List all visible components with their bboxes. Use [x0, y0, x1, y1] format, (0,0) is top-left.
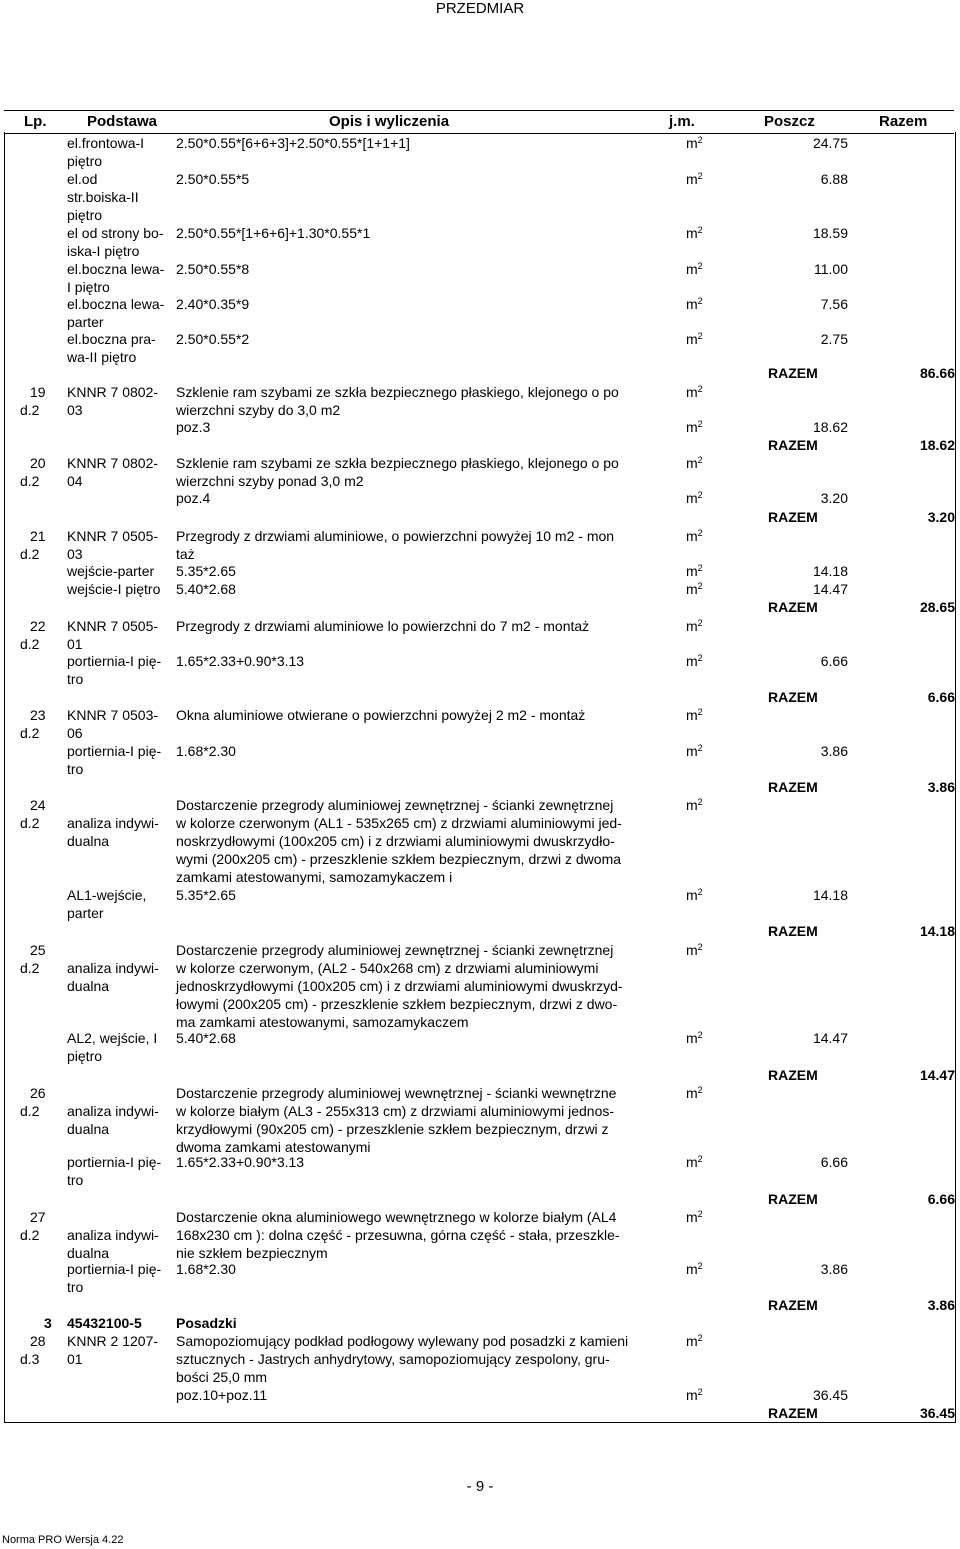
unit-exponent: 2: [697, 296, 703, 306]
unit-symbol: m: [686, 331, 698, 347]
unit-symbol: m: [686, 563, 698, 579]
item-lp: d.2: [20, 1103, 40, 1119]
unit-m2: [686, 1260, 703, 1278]
unit-exponent: 2: [697, 887, 703, 897]
razem-label: RAZEM: [768, 923, 818, 939]
unit-symbol: m: [686, 1261, 698, 1277]
item-description-line: Dostarczenie przegrody aluminiowej zewnętrznej - ścianki zewnętrznej: [176, 797, 614, 813]
poszcz-value: 36.45: [812, 1387, 848, 1403]
formula: poz.10+poz.11: [176, 1387, 268, 1403]
unit-exponent: 2: [697, 581, 703, 591]
item-description-line: wymi (200x205 cm) - przeszklenie szkłem bezpiecznym, drzwi z dwoma: [176, 851, 622, 867]
poszcz-value: 3.86: [820, 1261, 848, 1277]
item-lp: d.2: [20, 725, 40, 741]
item-description-line: bości 25,0 mm: [176, 1369, 268, 1385]
item-description-line: łowymi (200x205 cm) - przeszklenie szkłem bezpiecznym, drzwi z dwo-: [176, 996, 618, 1012]
razem-label: RAZEM: [768, 599, 818, 615]
unit-m2: [686, 489, 703, 507]
item-lp: 23: [30, 707, 46, 723]
unit-symbol: m: [686, 1333, 698, 1349]
item-lp: d.2: [20, 546, 40, 562]
formula: 5.40*2.68: [176, 581, 236, 597]
unit-exponent: 2: [697, 419, 703, 429]
item-description-line: ma zamkami atestowanymi, samozamykaczem: [176, 1014, 469, 1030]
razem-label: RAZEM: [768, 509, 818, 525]
calc-label: portiernia-I pię-: [67, 653, 162, 669]
item-description-line: zamkami atestowanymi, samozamykaczem i: [176, 869, 453, 885]
podstawa-line: iska-I piętro: [67, 243, 140, 259]
poszcz-value: 6.88: [820, 171, 848, 187]
item-description-line: Okna aluminiowe otwierane o powierzchni powyżej 2 m2 - montaż: [176, 707, 586, 723]
unit-exponent: 2: [697, 942, 703, 952]
item-podstawa: 01: [67, 636, 83, 652]
item-podstawa: KNNR 7 0802-: [67, 455, 159, 471]
item-description-line: w kolorze białym (AL3 - 255x313 cm) z drzwiami aluminiowymi jednos-: [176, 1103, 615, 1119]
razem-total: 18.62: [919, 437, 955, 453]
item-description-line: wierzchni szyby do 3,0 m2: [176, 402, 341, 418]
unit-m2: [686, 1332, 703, 1350]
item-podstawa: KNNR 7 0505-: [67, 618, 159, 634]
formula: 1.65*2.33+0.90*3.13: [176, 1154, 305, 1170]
header-razem: Razem: [879, 113, 928, 130]
formula: 2.50*0.55*[6+6+3]+2.50*0.55*[1+1+1]: [176, 135, 410, 151]
unit-m2: [686, 224, 703, 242]
unit-symbol: m: [686, 1030, 698, 1046]
unit-exponent: 2: [697, 384, 703, 394]
item-podstawa: KNNR 2 1207-: [67, 1333, 159, 1349]
item-description-line: Samopoziomujący podkład podłogowy wylewany pod posadzki z kamieni: [176, 1333, 629, 1349]
razem-total: 36.45: [919, 1405, 955, 1421]
header-jm: j.m.: [669, 113, 695, 130]
calc-label: tro: [67, 671, 84, 687]
item-description-line: Dostarczenie przegrody aluminiowej zewnętrznej - ścianki zewnętrznej: [176, 942, 614, 958]
poszcz-value: 24.75: [812, 135, 848, 151]
unit-symbol: m: [686, 528, 698, 544]
item-lp: d.2: [20, 636, 40, 652]
razem-total: 86.66: [919, 365, 955, 381]
item-lp: d.2: [20, 960, 40, 976]
item-podstawa: dualna: [67, 1245, 110, 1261]
unit-exponent: 2: [697, 171, 703, 181]
calc-label: parter: [67, 905, 104, 921]
razem-total: 6.66: [927, 1191, 955, 1207]
unit-symbol: m: [686, 261, 698, 277]
razem-total: 3.20: [927, 509, 955, 525]
unit-m2: [686, 886, 703, 904]
item-lp: d.2: [20, 473, 40, 489]
unit-m2: [686, 134, 703, 152]
item-description-line: Dostarczenie okna aluminiowego wewnętrznego w kolorze białym (AL4: [176, 1209, 617, 1225]
item-lp: d.2: [20, 815, 40, 831]
razem-total: 6.66: [927, 689, 955, 705]
section-code: 45432100-5: [67, 1315, 142, 1331]
calc-label: AL2, wejście, I: [67, 1030, 158, 1046]
podstawa-line: el.boczna lewa-: [67, 261, 165, 277]
item-description-line: Przegrody z drzwiami aluminiowe lo powierzchni do 7 m2 - montaż: [176, 618, 590, 634]
podstawa-line: el.boczna lewa-: [67, 296, 165, 312]
unit-symbol: m: [686, 135, 698, 151]
item-podstawa: dualna: [67, 978, 110, 994]
calc-label: wejście-I piętro: [67, 581, 161, 597]
header-lp: Lp.: [24, 113, 47, 130]
podstawa-line: piętro: [67, 207, 103, 223]
poszcz-value: 3.20: [820, 490, 848, 506]
item-podstawa: 03: [67, 402, 83, 418]
razem-label: RAZEM: [768, 689, 818, 705]
unit-m2: [686, 1208, 703, 1226]
razem-total: 14.18: [919, 923, 955, 939]
unit-symbol: m: [686, 707, 698, 723]
podstawa-line: el.frontowa-I: [67, 135, 145, 151]
unit-exponent: 2: [697, 261, 703, 271]
item-podstawa: analiza indywi-: [67, 1103, 159, 1119]
unit-m2: [686, 941, 703, 959]
formula: 2.50*0.55*2: [176, 331, 250, 347]
item-description-line: noskrzydłowymi (100x205 cm) i z drzwiami aluminiowymi dwuskrzydło-: [176, 833, 615, 849]
item-description-line: taż: [176, 546, 195, 562]
formula: 5.35*2.65: [176, 563, 236, 579]
item-podstawa: analiza indywi-: [67, 1227, 159, 1243]
poszcz-value: 14.47: [812, 581, 848, 597]
unit-symbol: m: [686, 887, 698, 903]
item-description-line: sztucznych - Jastrych anhydrytowy, samopoziomujący zespolony, gru-: [176, 1351, 610, 1367]
formula: 5.40*2.68: [176, 1030, 236, 1046]
header-opis: Opis i wyliczenia: [329, 113, 450, 130]
page-title: PRZEDMIAR: [435, 0, 525, 17]
razem-total: 3.86: [927, 1297, 955, 1313]
unit-symbol: m: [686, 384, 698, 400]
formula: 2.40*0.35*9: [176, 296, 250, 312]
formula: 1.68*2.30: [176, 743, 236, 759]
item-podstawa: 06: [67, 725, 83, 741]
software-version: Norma PRO Wersja 4.22: [2, 1534, 124, 1546]
unit-symbol: m: [686, 296, 698, 312]
calc-label: wejście-parter: [67, 563, 155, 579]
unit-m2: [686, 1084, 703, 1102]
unit-m2: [686, 418, 703, 436]
unit-symbol: m: [686, 942, 698, 958]
item-lp: 27: [30, 1209, 46, 1225]
poszcz-value: 14.18: [812, 563, 848, 579]
unit-exponent: 2: [697, 563, 703, 573]
header-poszcz: Poszcz: [764, 113, 815, 130]
item-podstawa: dualna: [67, 833, 110, 849]
unit-symbol: m: [686, 455, 698, 471]
razem-label: RAZEM: [768, 779, 818, 795]
unit-symbol: m: [686, 653, 698, 669]
poszcz-value: 7.56: [820, 296, 848, 312]
unit-m2: [686, 295, 703, 313]
razem-label: RAZEM: [768, 1297, 818, 1313]
item-podstawa: 01: [67, 1351, 83, 1367]
poszcz-value: 18.59: [812, 225, 848, 241]
poszcz-value: 14.47: [812, 1030, 848, 1046]
item-lp: 21: [30, 528, 46, 544]
unit-m2: [686, 796, 703, 814]
item-podstawa: KNNR 7 0505-: [67, 528, 159, 544]
unit-exponent: 2: [697, 743, 703, 753]
unit-exponent: 2: [697, 797, 703, 807]
unit-exponent: 2: [697, 331, 703, 341]
unit-symbol: m: [686, 797, 698, 813]
poszcz-value: 14.18: [812, 887, 848, 903]
calc-label: portiernia-I pię-: [67, 1261, 162, 1277]
item-lp: 20: [30, 455, 46, 471]
calc-label: AL1-wejście,: [67, 887, 147, 903]
unit-m2: [686, 454, 703, 472]
unit-m2: [686, 742, 703, 760]
item-podstawa: KNNR 7 0503-: [67, 707, 159, 723]
calc-label: portiernia-I pię-: [67, 1154, 162, 1170]
unit-exponent: 2: [697, 455, 703, 465]
formula: 5.35*2.65: [176, 887, 236, 903]
unit-symbol: m: [686, 581, 698, 597]
razem-label: RAZEM: [768, 1191, 818, 1207]
item-description-line: 168x230 cm ): dolna część - przesuwna, górna część - stała, przeszkle-: [176, 1227, 620, 1243]
razem-label: RAZEM: [768, 1405, 818, 1421]
section-name: Posadzki: [176, 1315, 237, 1331]
formula: 2.50*0.55*8: [176, 261, 250, 277]
unit-exponent: 2: [697, 1333, 703, 1343]
formula: poz.3: [176, 419, 211, 435]
unit-exponent: 2: [697, 528, 703, 538]
formula: poz.4: [176, 490, 211, 506]
item-description-line: w kolorze czerwonym (AL1 - 535x265 cm) z drzwiami aluminiowymi jed-: [176, 815, 622, 831]
unit-symbol: m: [686, 419, 698, 435]
item-description-line: Przegrody z drzwiami aluminiowe, o powierzchni powyżej 10 m2 - mon: [176, 528, 615, 544]
item-description-line: wierzchni szyby ponad 3,0 m2: [176, 473, 364, 489]
unit-symbol: m: [686, 171, 698, 187]
item-podstawa: analiza indywi-: [67, 815, 159, 831]
item-podstawa: KNNR 7 0802-: [67, 384, 159, 400]
unit-exponent: 2: [697, 1261, 703, 1271]
unit-exponent: 2: [697, 135, 703, 145]
podstawa-line: piętro: [67, 153, 103, 169]
razem-total: 28.65: [919, 599, 955, 615]
unit-exponent: 2: [697, 1154, 703, 1164]
formula: 1.65*2.33+0.90*3.13: [176, 653, 305, 669]
razem-label: RAZEM: [768, 1067, 818, 1083]
item-lp: d.3: [20, 1351, 40, 1367]
unit-m2: [686, 527, 703, 545]
podstawa-line: wa-II piętro: [67, 349, 137, 365]
item-lp: d.2: [20, 1227, 40, 1243]
item-podstawa: analiza indywi-: [67, 960, 159, 976]
unit-symbol: m: [686, 1387, 698, 1403]
unit-symbol: m: [686, 490, 698, 506]
calc-label: tro: [67, 1279, 84, 1295]
unit-m2: [686, 260, 703, 278]
unit-m2: [686, 562, 703, 580]
unit-exponent: 2: [697, 618, 703, 628]
item-description-line: Dostarczenie przegrody aluminiowej wewnętrznej - ścianki wewnętrzne: [176, 1085, 617, 1101]
unit-exponent: 2: [697, 653, 703, 663]
unit-m2: [686, 706, 703, 724]
unit-m2: [686, 1386, 703, 1404]
item-description-line: Szklenie ram szybami ze szkła bezpiecznego płaskiego, klejonego o po: [176, 455, 619, 471]
unit-symbol: m: [686, 1209, 698, 1225]
podstawa-line: I piętro: [67, 279, 110, 295]
unit-m2: [686, 170, 703, 188]
section-lp: 3: [44, 1315, 52, 1331]
calc-label: piętro: [67, 1048, 103, 1064]
calc-label: tro: [67, 761, 84, 777]
item-description-line: dwoma zamkami atestowanymi: [176, 1139, 371, 1155]
poszcz-value: 3.86: [820, 743, 848, 759]
unit-symbol: m: [686, 743, 698, 759]
poszcz-value: 6.66: [820, 653, 848, 669]
calc-label: portiernia-I pię-: [67, 743, 162, 759]
item-lp: 24: [30, 797, 46, 813]
item-description-line: krzydłowymi (90x205 cm) - przeszklenie szkłem bezpiecznym, drzwi z: [176, 1121, 609, 1137]
item-description-line: Szklenie ram szybami ze szkła bezpiecznego płaskiego, klejonego o po: [176, 384, 619, 400]
razem-label: RAZEM: [768, 365, 818, 381]
item-lp: 25: [30, 942, 46, 958]
podstawa-line: parter: [67, 314, 104, 330]
item-description-line: w kolorze czerwonym, (AL2 - 540x268 cm) z drzwiami aluminiowymi: [176, 960, 599, 976]
item-lp: 22: [30, 618, 46, 634]
podstawa-line: el.od: [67, 171, 98, 187]
header-podstawa: Podstawa: [87, 113, 158, 130]
item-lp: 19: [30, 384, 46, 400]
unit-exponent: 2: [697, 707, 703, 717]
unit-exponent: 2: [697, 490, 703, 500]
unit-m2: [686, 383, 703, 401]
podstawa-line: el.boczna pra-: [67, 331, 156, 347]
razem-total: 3.86: [927, 779, 955, 795]
podstawa-line: str.boiska-II: [67, 189, 139, 205]
razem-label: RAZEM: [768, 437, 818, 453]
unit-exponent: 2: [697, 1387, 703, 1397]
razem-total: 14.47: [919, 1067, 955, 1083]
unit-symbol: m: [686, 1085, 698, 1101]
item-podstawa: 03: [67, 546, 83, 562]
unit-exponent: 2: [697, 1030, 703, 1040]
unit-m2: [686, 1153, 703, 1171]
poszcz-value: 18.62: [812, 419, 848, 435]
formula: 1.68*2.30: [176, 1261, 236, 1277]
formula: 2.50*0.55*[1+6+6]+1.30*0.55*1: [176, 225, 371, 241]
table-header: [4, 110, 954, 134]
unit-m2: [686, 652, 703, 670]
item-description-line: jednoskrzydłowymi (100x205 cm) i z drzwiami aluminiowymi dwuskrzyd-: [176, 978, 623, 994]
calc-label: tro: [67, 1172, 84, 1188]
poszcz-value: 11.00: [814, 261, 848, 277]
formula: 2.50*0.55*5: [176, 171, 250, 187]
poszcz-value: 2.75: [820, 331, 848, 347]
item-podstawa: 04: [67, 473, 83, 489]
unit-symbol: m: [686, 618, 698, 634]
unit-m2: [686, 580, 703, 598]
unit-exponent: 2: [697, 1085, 703, 1095]
page-number: - 9 -: [466, 1478, 494, 1495]
item-description-line: nie szkłem bezpiecznym: [176, 1245, 328, 1261]
unit-m2: [686, 617, 703, 635]
item-podstawa: dualna: [67, 1121, 110, 1137]
unit-m2: [686, 1029, 703, 1047]
item-lp: 26: [30, 1085, 46, 1101]
poszcz-value: 6.66: [820, 1154, 848, 1170]
unit-symbol: m: [686, 225, 698, 241]
unit-symbol: m: [686, 1154, 698, 1170]
unit-exponent: 2: [697, 225, 703, 235]
unit-exponent: 2: [697, 1209, 703, 1219]
item-lp: d.2: [20, 402, 40, 418]
podstawa-line: el od strony bo-: [67, 225, 164, 241]
item-lp: 28: [30, 1333, 46, 1349]
unit-m2: [686, 330, 703, 348]
